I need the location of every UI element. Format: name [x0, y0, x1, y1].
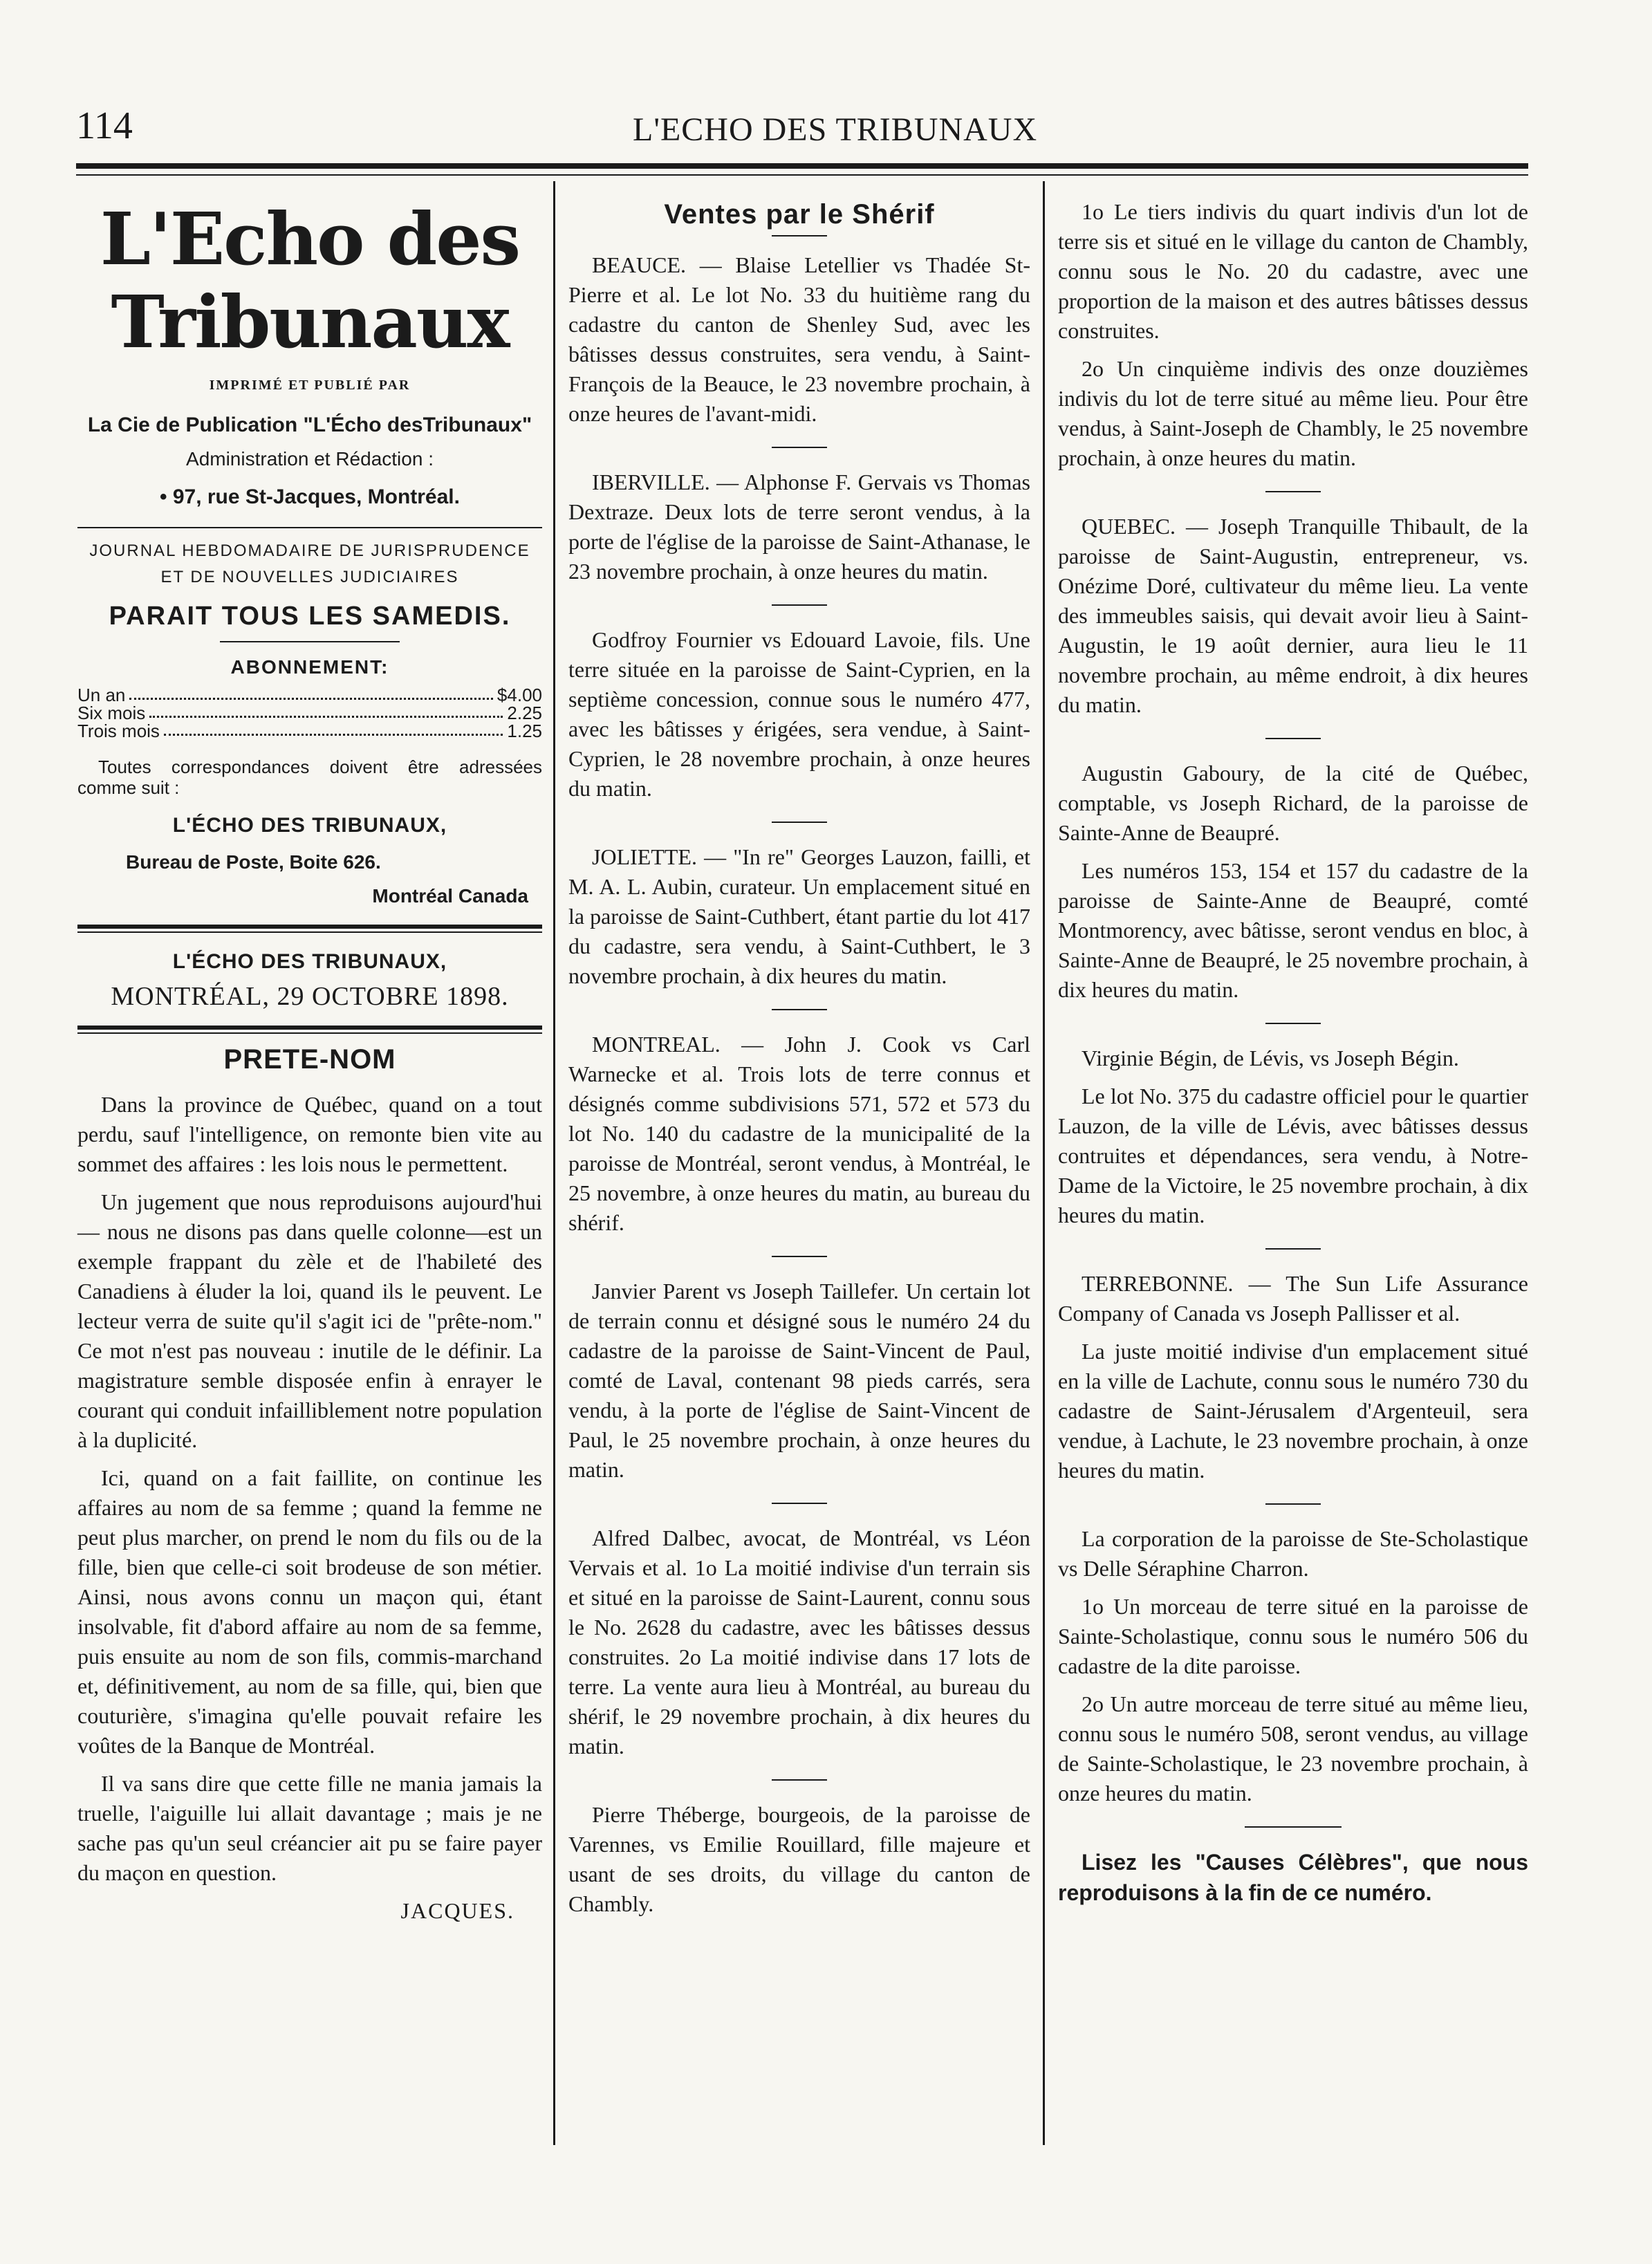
sale-notice: TERREBONNE. — The Sun Life Assurance Company of Canada vs Joseph Pallisser et al. — [1058, 1271, 1528, 1326]
header-rule-thin — [76, 174, 1528, 176]
sale-notice: Virginie Bégin, de Lévis, vs Joseph Bégin. — [1082, 1046, 1459, 1070]
sale-notice: Pierre Théberge, bourgeois, de la paroisse de Varennes, vs Emilie Rouillard, fille majeure et usant de ses droits, du village du canton de Chambly. — [568, 1802, 1030, 1916]
publisher: La Cie de Publication "L'Écho desTribunaux" — [87, 414, 532, 436]
mail-address-box: Bureau de Poste, Boite 626. — [126, 851, 381, 873]
notice-separator — [1265, 1248, 1321, 1250]
sale-notice: IBERVILLE. — Alphonse F. Gervais vs Thomas Dextraze. Deux lots de terre seront vendus, à la porte de l'église de la paroisse de Saint-Athanase, le 23 novembre prochain, à onze heures du matin. — [568, 470, 1030, 584]
notice-separator — [1265, 1503, 1321, 1505]
notice-separator — [1265, 738, 1321, 739]
subscription-title: ABONNEMENT: — [230, 656, 389, 678]
dateline-date: MONTRÉAL, 29 OCTOBRE 1898. — [111, 982, 509, 1011]
rate-price: 1.25 — [507, 721, 542, 741]
article-paragraph: Dans la province de Québec, quand on a tout perdu, sauf l'intelligence, on remonte bien vite au sommet des affaires : les lois nous le permettent. — [77, 1092, 542, 1176]
notice-separator — [772, 447, 827, 448]
article-rule-thin — [77, 1032, 542, 1034]
column-1 — [77, 194, 542, 1926]
sale-notice: Augustin Gaboury, de la cité de Québec, comptable, vs Joseph Richard, de la paroisse de Sainte-Anne de Beaupré. — [1058, 761, 1528, 845]
notice-separator — [1265, 491, 1321, 492]
sale-notice: BEAUCE. — Blaise Letellier vs Thadée St-Pierre et al. Le lot No. 33 du huitième rang du cadastre du canton de Shenley Sud, avec les bâtisses dessus construites, sera vendu, à Saint-François de la Beauce, le 23 novembre prochain, à onze heures de l'avant-midi. — [568, 252, 1030, 426]
column-divider-1 — [553, 181, 555, 2145]
article-signature: JACQUES. — [400, 1898, 514, 1923]
rate-price: $4.00 — [496, 685, 542, 705]
subscription-rates — [77, 686, 542, 740]
sheriff-sales-title: Ventes par le Shérif — [664, 199, 935, 230]
sale-notice: Les numéros 153, 154 et 157 du cadastre de la paroisse de Sainte-Anne de Beaupré, comté Montmorency, avec bâtisse, seront vendus en bloc, à Sainte-Anne de Beaupré, le 25 novembre prochain, à dix heures du matin. — [1058, 858, 1528, 1002]
rate-label: Un an — [77, 685, 126, 705]
masthead-title: L'Echo des Tribunaux — [100, 196, 520, 364]
notice-separator — [772, 604, 827, 606]
article-paragraph: Un jugement que nous reproduisons aujourd'hui — nous ne disons pas dans quelle colonne—est un exemple frappant du zèle et de l'habileté des Canadiens à éluder la loi, quand ils le peuvent. Le lecteur verra de suite qu'il s'agit ici de "prête-nom." Ce mot n'est pas nouveau : inutile de le définir. La magistrature semble disposée enfin à enrayer le courant qui conduit infailliblement notre population à la duplicité. — [77, 1189, 542, 1452]
dateline-paper: L'ÉCHO DES TRIBUNAUX, — [172, 950, 447, 973]
dateline-rule-thick — [77, 925, 542, 929]
article-rule-thick — [77, 1026, 542, 1030]
dateline-rule-thin — [77, 931, 542, 933]
sale-notice: 2o Un cinquième indivis des onze douzièmes indivis du lot de terre situé au même lieu. Pour être vendus, à Saint-Joseph de Chambly, le 25 novembre prochain, à onze heures du matin. — [1058, 356, 1528, 470]
column-3 — [1058, 197, 1528, 1908]
masthead-rule — [77, 527, 542, 528]
rate-row — [77, 704, 542, 722]
article-title: PRETE-NOM — [223, 1044, 396, 1075]
sale-notice: Janvier Parent vs Joseph Taillefer. Un certain lot de terrain connu et désigné sous le numéro 24 du cadastre de la paroisse de Saint-Vincent de Paul, comté de Laval, contenant 98 pieds carrés, sera vendu, à la porte de l'église de Saint-Vincent de Paul, le 25 novembre prochain, à onze heures du matin. — [568, 1279, 1030, 1482]
sale-notice: La corporation de la paroisse de Ste-Scholastique vs Delle Séraphine Charron. — [1058, 1526, 1528, 1581]
header-rule-thick — [76, 163, 1528, 169]
running-title: L'ECHO DES TRIBUNAUX — [633, 111, 1038, 148]
notice-separator — [772, 1009, 827, 1010]
rate-label: Six mois — [77, 703, 146, 723]
publication-schedule: PARAIT TOUS LES SAMEDIS. — [109, 602, 511, 631]
sale-notice: La juste moitié indivise d'un emplacement situé en la ville de Lachute, connu sous le numéro 730 du cadastre de Saint-Jérusalem d'Argenteuil, sera vendue, à Lachute, le 23 novembre prochain, à onze heures du matin. — [1058, 1339, 1528, 1483]
sale-notice: Godfroy Fournier vs Edouard Lavoie, fils. Une terre située en la paroisse de Saint-Cyprien, en la septième concession, connue sous le numéro 477, avec les bâtisses y érigées, sera vendue, à Saint-Cyprien, le 28 novembre prochain, à onze heures du matin. — [568, 627, 1030, 801]
notice-separator — [1265, 1023, 1321, 1024]
title-rule — [772, 235, 827, 236]
mail-address-city: Montréal Canada — [372, 885, 528, 907]
correspondence-note: Toutes correspondances doivent être adressées comme suit : — [77, 757, 542, 798]
notice-separator — [772, 1256, 827, 1257]
abonnement-rule — [220, 641, 400, 642]
notice-separator — [772, 822, 827, 823]
article-paragraph: Ici, quand on a fait faillite, on continue les affaires au nom de sa femme ; quand la femme ne peut plus marcher, on prend le nom du fils ou de la fille, bien que celle-ci soit brodeuse de son métier. Ainsi, nous avons connu un maçon qui, étant insolvable, fit d'abord affaire au nom de sa femme, puis ensuite au nom de son fils, commis-marchand et, définitivement, au nom de sa fille, qui, bien que couturière, s'imagina qu'elle pouvait refaire les voûtes de la Banque de Montréal. — [77, 1465, 542, 1758]
sale-notice: 1o Un morceau de terre situé en la paroisse de Sainte-Scholastique, connu sous le numéro 506 du cadastre de la dite paroisse. — [1058, 1594, 1528, 1678]
sale-notice: 2o Un autre morceau de terre situé au même lieu, connu sous le numéro 508, seront vendus, au village de Sainte-Scholastique, le 23 novembre prochain, à onze heures du matin. — [1058, 1691, 1528, 1806]
sale-notice: 1o Le tiers indivis du quart indivis d'un lot de terre sis et situé en le village du canton de Chambly, connu sous le No. 20 du cadastre, avec une proportion de la maison et des autres bâtisses dessus construites. — [1058, 199, 1528, 343]
sale-notice: QUEBEC. — Joseph Tranquille Thibault, de la paroisse de Saint-Augustin, entrepreneur, vs. Onézime Doré, cultivateur du même lieu. La vente des immeubles saisis, qui devait avoir lieu à Saint-Augustin, le 19 août dernier, aura lieu le 11 novembre prochain, au même endroit, à dix heures du matin. — [1058, 514, 1528, 717]
rate-label: Trois mois — [77, 721, 160, 741]
mail-address-name: L'ÉCHO DES TRIBUNAUX, — [172, 814, 447, 837]
column-divider-2 — [1043, 181, 1045, 2145]
rate-row — [77, 722, 542, 740]
page-header — [76, 104, 1528, 159]
page-number: 114 — [76, 104, 133, 147]
notice-separator — [772, 1779, 827, 1781]
sale-notice: JOLIETTE. — "In re" Georges Lauzon, failli, et M. A. L. Aubin, curateur. Un emplacement situé en la paroisse de Saint-Cuthbert, étant partie du lot 417 du cadastre, sera vendu, à Saint-Cuthbert, le 3 novembre prochain, à dix heures du matin. — [568, 844, 1030, 988]
closing-note: Lisez les "Causes Célèbres", que nous reproduisons à la fin de ce numéro. — [1058, 1850, 1528, 1905]
sale-notice: Alfred Dalbec, avocat, de Montréal, vs Léon Vervais et al. 1o La moitié indivise d'un terrain sis et situé en la paroisse de Saint-Laurent, connu sous le No. 2628 du cadastre, avec les bâtisses dessus construites. 2o La moitié indivise dans 17 lots de terre. La vente aura lieu à Montréal, au bureau du shérif, le 29 novembre prochain, à dix heures du matin. — [568, 1525, 1030, 1759]
rate-row — [77, 686, 542, 704]
journal-line-1: JOURNAL HEBDOMADAIRE DE JURISPRUDENCE — [89, 541, 530, 560]
notice-separator — [1245, 1826, 1342, 1828]
column-2 — [568, 197, 1030, 1927]
notice-separator — [772, 1503, 827, 1504]
printed-by: IMPRIMÉ ET PUBLIÉ PAR — [209, 378, 411, 393]
sale-notice: MONTREAL. — John J. Cook vs Carl Warnecke et al. Trois lots de terre connus et désignés comme subdivisions 571, 572 et 573 du lot No. 140 du cadastre de la municipalité de la paroisse de Montréal, seront vendus, à Montréal, le 25 novembre, à onze heures du matin, au bureau du shérif. — [568, 1032, 1030, 1235]
sale-notice: Le lot No. 375 du cadastre officiel pour le quartier Lauzon, de la ville de Lévis, avec bâtisses dessus contruites et dépendances, sera vendu, à Notre-Dame de la Victoire, le 25 novembre prochain, à dix heures du matin. — [1058, 1084, 1528, 1227]
address-line: • 97, rue St-Jacques, Montréal. — [160, 485, 460, 508]
rate-price: 2.25 — [507, 703, 542, 723]
journal-line-2: ET DE NOUVELLES JUDICIAIRES — [160, 568, 459, 586]
article-paragraph: Il va sans dire que cette fille ne mania jamais la truelle, l'aiguille lui allait davantage ; mais je ne sache pas qu'un seul créancier ait pu se faire payer du maçon en question. — [77, 1771, 542, 1885]
admin-line: Administration et Rédaction : — [186, 448, 434, 470]
